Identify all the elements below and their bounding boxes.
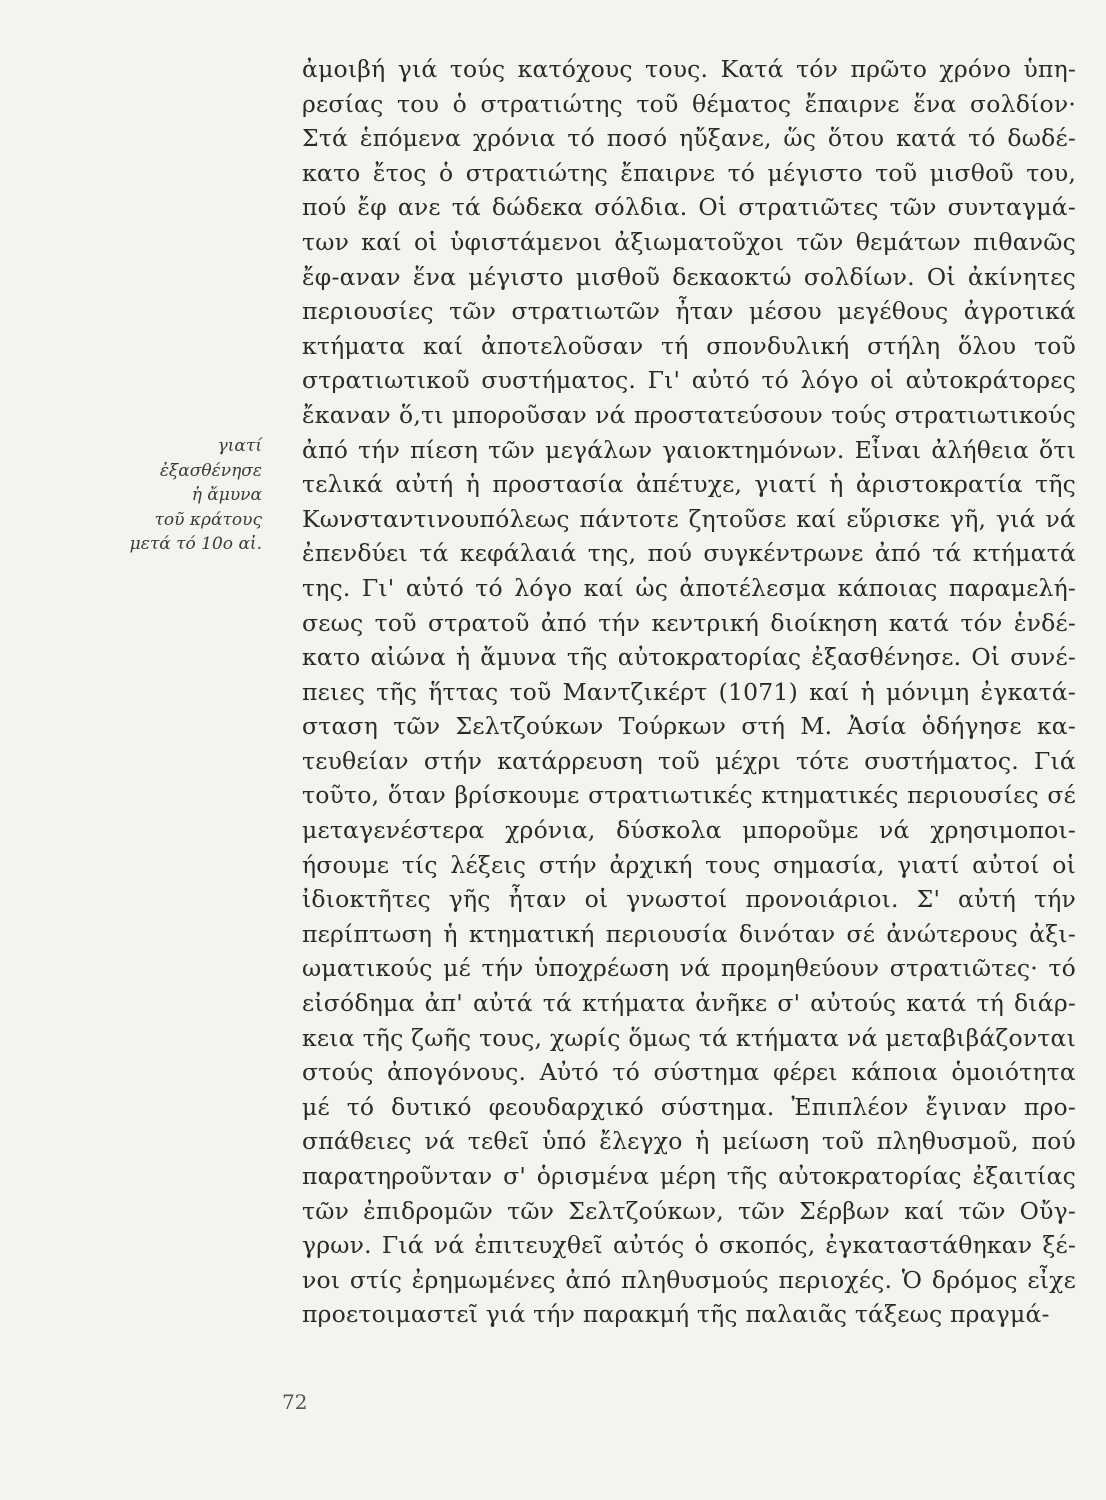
text-line: στρατιωτικοῦ συστήματος. Γι' αὐτό τό λόγο οἱ αὐτοκράτορες: [302, 366, 1076, 395]
page-number: 72: [282, 1390, 308, 1414]
text-line: πού ἔφ ανε τά δώδεκα σόλδια. Οἱ στρατιῶτες τῶν συνταγμά-: [302, 193, 1076, 222]
text-line: ἔφ-αναν ἕνα μέγιστο μισθοῦ δεκαοκτώ σολδίων. Οἱ ἀκίνητες: [302, 262, 1076, 291]
text-line: πειες τῆς ἥττας τοῦ Μαντζικέρτ (1071) καί ἡ μόνιμη ἐγκατά-: [302, 677, 1076, 706]
text-line: τοῦτο, ὅταν βρίσκουμε στρατιωτικές κτηματικές περιουσίες σέ: [302, 781, 1076, 810]
text-line: ρεσίας του ὁ στρατιώτης τοῦ θέματος ἔπαιρνε ἕνα σολδίον·: [302, 89, 1076, 118]
text-line: Κωνσταντινουπόλεως πάντοτε ζητοῦσε καί εὕρισκε γῆ, γιά νά: [302, 504, 1076, 533]
margin-note-line: γιατί: [217, 436, 262, 456]
text-line: κεια τῆς ζωῆς τους, χωρίς ὅμως τά κτήματα νά μεταβιβάζονται: [302, 1023, 1076, 1052]
text-line: περίπτωση ἡ κτηματική περιουσία δινόταν σέ ἀνώτερους ἀξι-: [302, 919, 1076, 948]
text-line: ωματικούς μέ τήν ὑποχρέωση νά προμηθεύουν στρατιῶτες· τό: [302, 954, 1076, 983]
bleed-through-text: [100, 60, 260, 80]
text-line: των καί οἱ ὑφιστάμενοι ἀξιωματοῦχοι τῶν θεμάτων πιθανῶς: [302, 227, 1076, 256]
text-line: ἰδιοκτῆτες γῆς ἦταν οἱ γνωστοί προνοιάριοι. Σ' αὐτή τήν: [302, 885, 1076, 914]
text-line: στούς ἀπογόνους. Αὐτό τό σύστημα φέρει κάποια ὁμοιότητα: [302, 1058, 1076, 1087]
text-line: κτήματα καί ἀποτελοῦσαν τή σπονδυλική στήλη ὅλου τοῦ: [302, 331, 1076, 360]
text-line: της. Γι' αὐτό τό λόγο καί ὡς ἀποτέλεσμα κάποιας παραμελή-: [302, 573, 1076, 602]
text-line: κατο ἔτος ὁ στρατιώτης ἔπαιρνε τό μέγιστο τοῦ μισθοῦ του,: [302, 158, 1076, 187]
text-line: σταση τῶν Σελτζούκων Τούρκων στή Μ. Ἀσία ὁδήγησε κα-: [302, 712, 1076, 741]
text-line: κατο αἰώνα ἡ ἄμυνα τῆς αὐτοκρατορίας ἐξασθένησε. Οἱ συνέ-: [302, 643, 1076, 672]
text-line: ήσουμε τίς λέξεις στήν ἀρχική τους σημασία, γιατί αὐτοί οἱ: [302, 850, 1076, 879]
margin-note-line: μετά τό 10ο αἰ.: [129, 534, 262, 555]
text-line: τευθείαν στήν κατάρρευση τοῦ μέχρι τότε συστήματος. Γιά: [302, 746, 1076, 775]
text-line: ἀμοιβή γιά τούς κατόχους τους. Κατά τόν πρῶτο χρόνο ὑπη-: [302, 55, 1076, 83]
text-line: τελικά αὐτή ἡ προστασία ἀπέτυχε, γιατί ἡ ἀριστοκρατία τῆς: [302, 470, 1076, 499]
text-line: μεταγενέστερα χρόνια, δύσκολα μποροῦμε νά χρησιμοποι-: [302, 816, 1076, 845]
margin-note-line: ἐξασθένησε: [159, 460, 262, 481]
text-line: προετοιμαστεῖ γιά τήν παρακμή τῆς παλαιᾶς τάξεως πραγμά-: [302, 1300, 1050, 1329]
margin-note-line: τοῦ κράτους: [154, 509, 262, 530]
text-line: ἐπενδύει τά κεφάλαιά της, πού συγκέντρωνε ἀπό τά κτήματά: [302, 539, 1076, 568]
text-line: εἰσόδημα ἀπ' αὐτά τά κτήματα ἀνῆκε σ' αὐτούς κατά τή διάρ-: [302, 989, 1076, 1018]
text-line: γρων. Γιά νά ἐπιτευχθεῖ αὐτός ὁ σκοπός, ἐγκαταστάθηκαν ξέ-: [302, 1231, 1076, 1260]
text-line: Στά ἑπόμενα χρόνια τό ποσό ηὔξανε, ὥς ὅτου κατά τό δωδέ-: [302, 124, 1076, 153]
text-line: νοι στίς ἐρημωμένες ἀπό πληθυσμούς περιοχές. Ὁ δρόμος εἶχε: [302, 1265, 1076, 1294]
text-line: ἔκαναν ὅ,τι μποροῦσαν νά προστατεύσουν τούς στρατιωτικούς: [302, 400, 1076, 429]
text-line: σεως τοῦ στρατοῦ ἀπό τήν κεντρική διοίκηση κατά τόν ἑνδέ-: [302, 608, 1076, 637]
margin-note-line: ἡ ἄμυνα: [191, 485, 262, 506]
text-line: μέ τό δυτικό φεουδαρχικό σύστημα. Ἐπιπλέον ἔγιναν προ-: [302, 1092, 1076, 1121]
text-line: ἀπό τήν πίεση τῶν μεγάλων γαιοκτημόνων. Εἶναι ἀλήθεια ὅτι: [302, 435, 1076, 464]
text-line: σπάθειες νά τεθεῖ ὑπό ἔλεγχο ἡ μείωση τοῦ πληθυσμοῦ, πού: [302, 1127, 1076, 1156]
text-line: περιουσίες τῶν στρατιωτῶν ἦταν μέσου μεγέθους ἀγροτικά: [302, 297, 1076, 326]
text-line: παρατηροῦνταν σ' ὁρισμένα μέρη τῆς αὐτοκρατορίας ἐξαιτίας: [302, 1162, 1076, 1190]
body-text: [302, 52, 1076, 1332]
margin-note: [120, 434, 262, 557]
text-line: τῶν ἐπιδρομῶν τῶν Σελτζούκων, τῶν Σέρβων καί τῶν Οὔγ-: [302, 1196, 1076, 1225]
